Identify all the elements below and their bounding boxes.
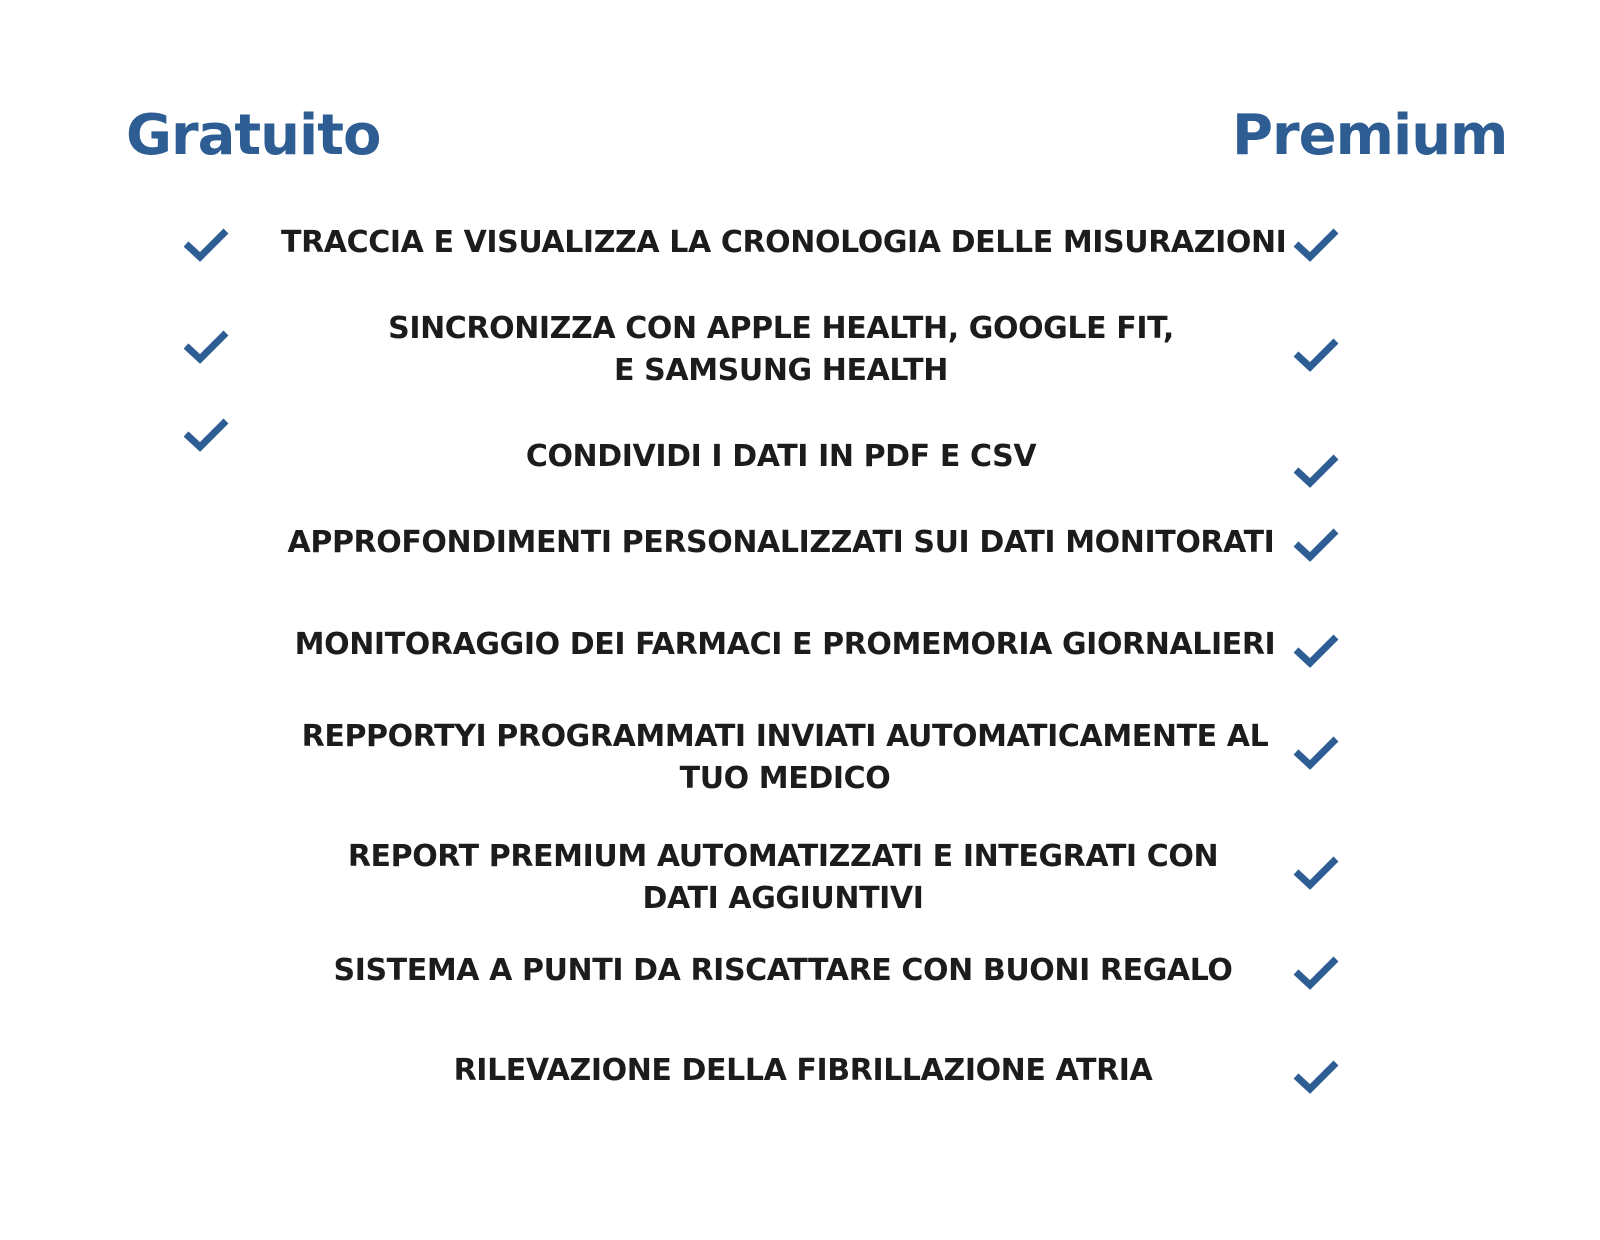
premium-check [1291,732,1341,772]
feature-label-line: MONITORAGGIO DEI FARMACI E PROMEMORIA GIORNALIERI [294,627,1276,662]
premium-check [1291,450,1341,490]
premium-check [1291,524,1341,564]
feature-label-line: CONDIVIDI I DATI IN PDF E CSV [525,439,1037,474]
check-icon [1291,952,1341,992]
free-check [181,224,231,264]
feature-label [285,624,1285,666]
premium-check [1291,630,1341,670]
feature-label-line: TUO MEDICO [679,761,891,796]
premium-check [1291,952,1341,992]
check-icon [1291,524,1341,564]
feature-label-line: DATI AGGIUNTIVI [642,881,924,916]
feature-label-line: REPORT PREMIUM AUTOMATIZZATI E INTEGRATI CON [347,839,1219,874]
premium-check [1291,334,1341,374]
free-check [181,414,231,454]
check-icon [181,414,231,454]
feature-label [281,436,1281,478]
check-icon [1291,1056,1341,1096]
check-icon [1291,224,1341,264]
feature-label-line: SISTEMA A PUNTI DA RISCATTARE CON BUONI REGALO [333,953,1233,988]
feature-label-line: REPPORTYI PROGRAMMATI INVIATI AUTOMATICAMENTE AL [301,719,1269,754]
feature-label [281,222,1287,264]
premium-column-title: Premium [1232,103,1508,168]
feature-label-line: E SAMSUNG HEALTH [614,353,948,388]
feature-label [281,522,1281,564]
check-icon [1291,334,1341,374]
check-icon [181,224,231,264]
feature-label-line: TRACCIA E VISUALIZZA LA CRONOLOGIA DELLE MISURAZIONI [281,225,1287,260]
feature-label [283,836,1283,920]
check-icon [1291,450,1341,490]
feature-label [285,716,1285,800]
feature-label-line: SINCRONIZZA CON APPLE HEALTH, GOOGLE FIT, [388,311,1174,346]
check-icon [181,326,231,366]
free-check [181,326,231,366]
free-column-title: Gratuito [126,103,381,168]
feature-label [303,1050,1303,1092]
check-icon [1291,852,1341,892]
feature-label [281,308,1281,392]
feature-label-line: APPROFONDIMENTI PERSONALIZZATI SUI DATI MONITORATI [287,525,1275,560]
check-icon [1291,630,1341,670]
premium-check [1291,852,1341,892]
check-icon [1291,732,1341,772]
feature-label [283,950,1283,992]
feature-label-line: RILEVAZIONE DELLA FIBRILLAZIONE ATRIA [453,1053,1153,1088]
premium-check [1291,1056,1341,1096]
premium-check [1291,224,1341,264]
